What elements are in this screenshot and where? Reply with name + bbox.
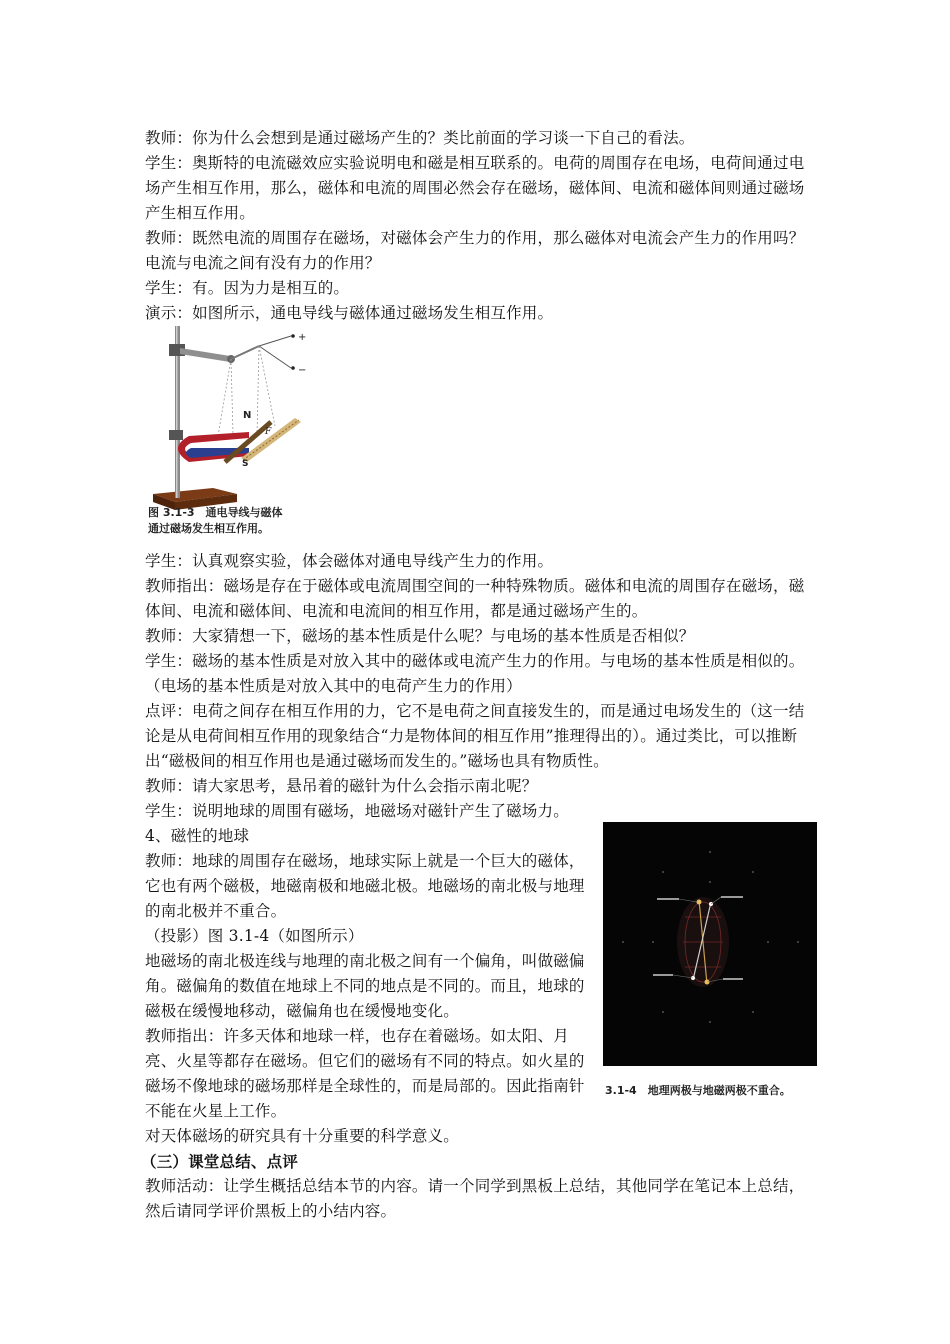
paragraph-projection: （投影）图 3.1-4（如图所示） (145, 927, 364, 945)
paragraph-declination: 地磁场的南北极连线与地理的南北极之间有一个偏角，叫做磁偏角。磁偏角的数值在地球上不同的地点是不同的。而且，地球的磁极在缓慢地移动，磁偏角也在缓慢地变化。 (145, 952, 585, 1020)
paragraph-teacher-compass: 教师：请大家思考，悬吊着的磁针为什么会指示南北呢？ (145, 777, 538, 795)
figure1-caption-line2: 通过磁场发生相互作用。 (148, 522, 269, 535)
figure1-caption (148, 505, 283, 537)
figure2-caption: 3.1-4 地理两极与地磁两极不重合。 (605, 1084, 791, 1097)
paragraph-teacher-earth-magnet: 教师：地球的周围存在磁场，地球实际上就是一个巨大的磁体，它也有两个磁极，地磁南极和地磁北极。地磁场的南北极与地理的南北极并不重合。 (145, 852, 585, 920)
paragraph-student-property: 学生：磁场的基本性质是对放入其中的磁体或电流产生力的作用。与电场的基本性质是相似的。（电场的基本性质是对放入其中的电荷产生力的作用） (145, 652, 805, 695)
section-4-title: 4、磁性的地球 (145, 827, 250, 845)
force-label: F (265, 427, 272, 437)
terminal-plus-label: + (298, 332, 307, 343)
paragraph-teacher-guess: 教师：大家猜想一下，磁场的基本性质是什么呢？与电场的基本性质是否相似？ (145, 627, 695, 645)
north-pole-label: N (243, 410, 252, 421)
paragraph-comment: 点评：电荷之间存在相互作用的力，它不是电荷之间直接发生的，而是通过电场发生的（这一结论是从电荷间相互作用的现象结合“力是物体间的相互作用”推理得出的）。通过类比，可以推断出“磁极间的相互作用也是通过磁场而发生的。”磁场也具有物质性。 (145, 702, 805, 770)
paragraph-teacher-magnetic-field: 教师指出：磁场是存在于磁体或电流周围空间的一种特殊物质。磁体和电流的周围存在磁场，磁体间、电流和磁体间、电流和电流间的相互作用，都是通过磁场产生的。 (145, 577, 805, 620)
paragraph-student-oersted: 学生：奥斯特的电流磁效应实验说明电和磁是相互联系的。电荷的周围存在电场，电荷间通过电场产生相互作用，那么，磁体和电流的周围必然会存在磁场，磁体间、电流和磁体间则通过磁场产生相互作用。 (145, 154, 805, 222)
paragraph-teacher-activity: 教师活动：让学生概括总结本节的内容。请一个同学到黑板上总结，其他同学在笔记本上总结，然后请同学评价黑板上的小结内容。 (145, 1177, 805, 1220)
section-3-title: （三）课堂总结、点评 (141, 1152, 299, 1171)
figure-earth-magnetic-poles (603, 822, 817, 1066)
paragraph-student-yes: 学生：有。因为力是相互的。 (145, 279, 350, 297)
paragraph-celestial-significance: 对天体磁场的研究具有十分重要的科学意义。 (145, 1127, 460, 1145)
paragraph-student-earth-field: 学生：说明地球的周围有磁场，地磁场对磁针产生了磁场力。 (145, 802, 569, 820)
terminal-minus-label: − (298, 365, 307, 376)
paragraph-demo: 演示：如图所示，通电导线与磁体通过磁场发生相互作用。 (145, 304, 554, 322)
paragraph-teacher-question: 教师：你为什么会想到是通过磁场产生的？类比前面的学习谈一下自己的看法。 (145, 129, 695, 147)
paragraph-teacher-celestial: 教师指出：许多天体和地球一样，也存在着磁场。如太阳、月亮、火星等都存在磁场。但它们的磁场有不同的特点。如火星的磁场不像地球的磁场那样是全球性的，而是局部的。因此指南针不能在火星上工作。 (145, 1027, 585, 1120)
paragraph-teacher-force: 教师：既然电流的周围存在磁场，对磁体会产生力的作用，那么磁体对电流会产生力的作用吗？电流与电流之间有没有力的作用？ (145, 229, 805, 272)
figure1-caption-line1: 图 3.1-3 通电导线与磁体 (148, 506, 283, 519)
south-pole-label: S (242, 459, 249, 469)
paragraph-student-observe: 学生：认真观察实验，体会磁体对通电导线产生力的作用。 (145, 552, 554, 570)
